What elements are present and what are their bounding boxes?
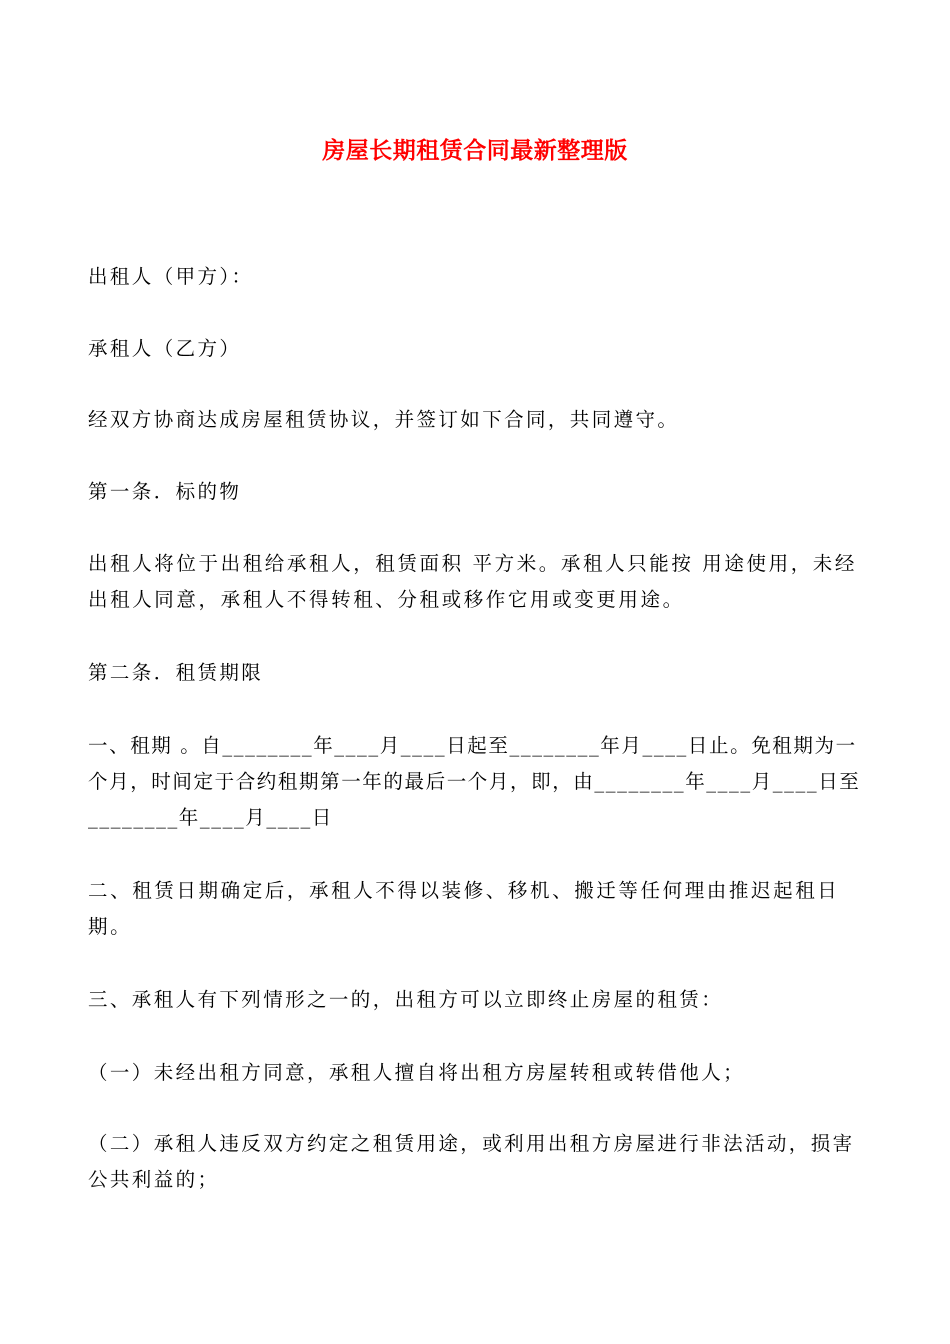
start-date-clause: 二、租赁日期确定后，承租人不得以装修、移机、搬迁等任何理由推迟起租日期。 <box>88 879 840 938</box>
lessee-line: 承租人（乙方） <box>88 337 242 360</box>
article-1-heading: 第一条．标的物 <box>88 480 242 503</box>
document-title: 房屋长期租赁合同最新整理版 <box>322 138 628 164</box>
article-1-body: 出租人将位于出租给承租人，租赁面积 平方米。承租人只能按 用途使用，未经出租人同意，承租人不得转租、分租或移作它用或变更用途。 <box>88 552 857 611</box>
termination-item-2: （二）承租人违反双方约定之租赁用途，或利用出租方房屋进行非法活动，损害公共利益的； <box>88 1132 855 1191</box>
agreement-intro: 经双方协商达成房屋租赁协议，并签订如下合同，共同遵守。 <box>88 408 680 431</box>
article-2-heading: 第二条．租赁期限 <box>88 661 264 684</box>
termination-item-1: （一）未经出租方同意，承租人擅自将出租方房屋转租或转借他人； <box>88 1061 746 1084</box>
lessor-line: 出租人（甲方）： <box>88 265 254 288</box>
lease-term-clause: 一、租期 。自________年____月____日起至________年月____日止。免租期为一个月，时间定于合约租期第一年的最后一个月，即，由________年____月____日至________年____月____日 <box>88 734 861 829</box>
termination-clause: 三、承租人有下列情形之一的，出租方可以立即终止房屋的租赁： <box>88 988 724 1011</box>
